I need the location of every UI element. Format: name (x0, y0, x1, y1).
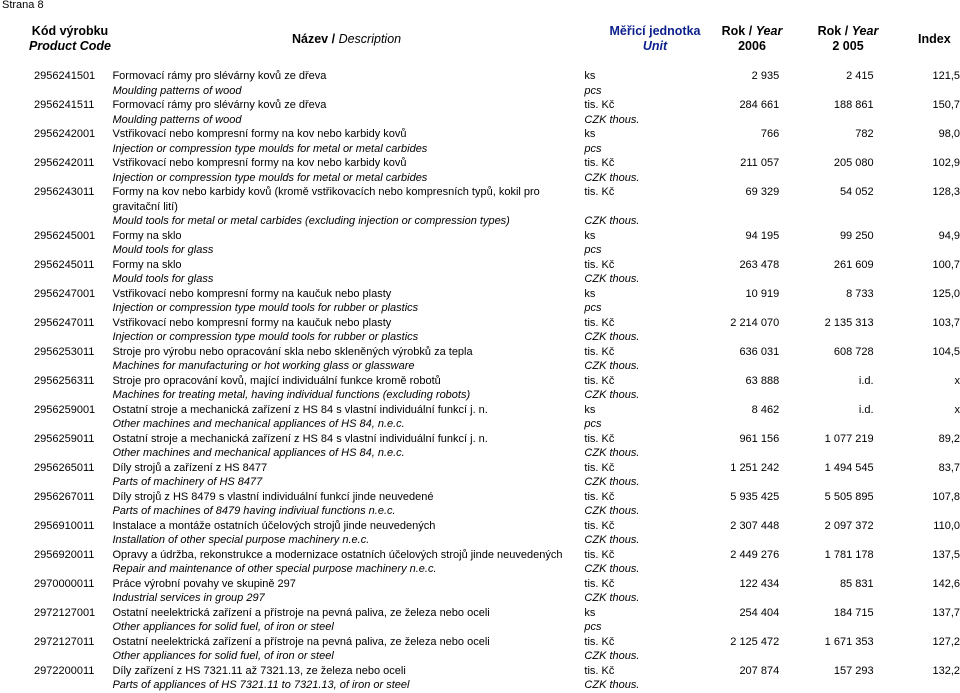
table-row-en (0, 620, 960, 635)
unit-cz: tis. Kč (584, 461, 615, 474)
unit-en: CZK thous. (584, 679, 640, 691)
description-en: Moulding patterns of wood (112, 84, 242, 97)
product-code: 2956259011 (34, 432, 95, 445)
description-cz: Vstřikovací nebo kompresní formy na kov nebo karbidy kovů (112, 128, 407, 140)
unit-cz: ks (584, 229, 596, 242)
data-table (0, 69, 960, 693)
index-value: 100,7 (932, 258, 960, 271)
description-en: Other machines and mechanical appliances of HS 84, n.e.c. (112, 447, 405, 459)
table-row (0, 69, 960, 84)
description-cz: Ostatní neelektrická zařízení a přístroje na pevná paliva, ze železa nebo oceli (112, 606, 490, 619)
header-y2-val: 2 005 (832, 39, 864, 53)
description-en: Repair and maintenance of other special purpose machinery n.e.c. (112, 563, 437, 575)
unit-cz: tis. Kč (584, 345, 615, 358)
value-2005: 1 671 353 (824, 635, 874, 648)
unit-cz: ks (584, 403, 596, 416)
value-2006: 2 307 448 (730, 519, 780, 532)
unit-en: pcs (584, 621, 602, 633)
header-unit-cz: Měřicí jednotka (609, 24, 701, 38)
product-code: 2956265011 (34, 461, 95, 474)
value-2006: 2 125 472 (730, 635, 780, 648)
unit-en: CZK thous. (584, 171, 640, 184)
table-row-en (0, 388, 960, 403)
product-code: 2972127011 (34, 635, 95, 648)
description-en: Injection or compression type moulds for metal or metal carbides (112, 142, 428, 155)
product-code: 2956243011 (34, 186, 95, 198)
value-2006: 284 661 (739, 99, 780, 111)
unit-en: CZK thous. (584, 534, 640, 546)
unit-cz: tis. Kč (584, 99, 615, 111)
product-code: 2956247011 (34, 316, 95, 329)
description-cz: Ostatní stroje a mechanická zařízení z HS 84 s vlastní individuální funkcí j. n. (112, 432, 488, 445)
table-row (0, 490, 960, 505)
value-2006: 5 935 425 (730, 490, 780, 503)
value-2005: 2 415 (846, 70, 874, 82)
unit-cz: tis. Kč (584, 432, 615, 445)
description-en: Mould tools for glass (112, 244, 214, 256)
value-2005: 782 (855, 128, 874, 140)
product-code: 2956245001 (34, 229, 96, 242)
unit-en: CZK thous. (584, 592, 640, 604)
index-value: 104,5 (932, 345, 960, 358)
unit-cz: tis. Kč (584, 548, 615, 561)
index-value: 137,7 (932, 606, 960, 619)
unit-en: pcs (584, 244, 602, 256)
unit-cz: ks (584, 128, 596, 140)
table-row (0, 374, 960, 389)
table-row-en (0, 475, 960, 490)
value-2006: 961 156 (739, 432, 780, 445)
unit-en: CZK thous. (584, 447, 640, 459)
value-2006: 2 214 070 (730, 316, 780, 329)
product-code: 2956242011 (34, 157, 95, 169)
description-cz: Formovací rámy pro slévárny kovů ze dřeva (112, 99, 327, 111)
product-code: 2956259001 (34, 403, 96, 416)
product-code: 2956241511 (34, 99, 95, 111)
index-value: 132,2 (932, 664, 960, 677)
value-2005: 205 080 (833, 157, 874, 169)
table-row-en (0, 562, 960, 577)
index-value: 125,0 (932, 287, 960, 300)
header-name-en: Description (338, 32, 402, 46)
description-cz: Vstřikovací nebo kompresní formy na kaučuk nebo plasty (112, 287, 392, 300)
description-cz: Instalace a montáže ostatních účelových strojů jinde neuvedených (112, 519, 436, 532)
table-row (0, 98, 960, 113)
value-2006: 10 919 (745, 287, 780, 300)
product-code: 2956241501 (34, 70, 96, 82)
value-2005: 54 052 (839, 186, 874, 198)
index-value: 110,0 (933, 519, 960, 532)
table-row (0, 185, 960, 214)
table-row-en (0, 214, 960, 229)
description-en: Parts of machinery of HS 8477 (112, 476, 263, 488)
table-row-en (0, 142, 960, 157)
description-en: Injection or compression type mould tools for rubber or plastics (112, 302, 419, 314)
unit-en: pcs (584, 142, 602, 155)
unit-cz: tis. Kč (584, 519, 615, 532)
index-value: x (954, 403, 960, 416)
value-2005: 1 077 219 (824, 432, 874, 445)
product-code: 2956256311 (34, 374, 95, 387)
value-2006: 207 874 (739, 664, 780, 677)
index-value: 137,5 (932, 548, 960, 561)
table-row (0, 519, 960, 534)
table-row-en (0, 243, 960, 258)
value-2005: 8 733 (846, 287, 874, 300)
description-cz: Formovací rámy pro slévárny kovů ze dřeva (112, 70, 327, 82)
description-en: Machines for treating metal, having individual functions (excluding robots) (112, 389, 471, 401)
unit-en: pcs (584, 418, 602, 430)
value-2006: 263 478 (739, 258, 780, 271)
description-cz: Ostatní stroje a mechanická zařízení z HS 84 s vlastní individuální funkcí j. n. (112, 403, 488, 416)
description-cz: Díly strojů z HS 8479 s vlastní individuální funkcí jinde neuvedené (112, 490, 434, 503)
unit-cz: tis. Kč (584, 316, 615, 329)
header-index: Index (918, 32, 951, 46)
value-2005: 261 609 (833, 258, 874, 271)
value-2005: 85 831 (839, 577, 874, 590)
table-row (0, 577, 960, 592)
index-value: x (954, 374, 960, 387)
table-row-en (0, 504, 960, 519)
table-body (0, 69, 960, 693)
unit-cz: tis. Kč (584, 157, 615, 169)
value-2006: 69 329 (745, 186, 780, 198)
index-value: 107,8 (932, 490, 960, 503)
value-2005: i.d. (858, 403, 874, 416)
table-row-en (0, 359, 960, 374)
description-en: Parts of appliances of HS 7321.11 to 7321.13, of iron or steel (112, 679, 410, 691)
table-row-en (0, 272, 960, 287)
product-code: 2956267011 (34, 490, 95, 503)
header-y1-en: Year (755, 24, 783, 38)
description-en: Parts of machines of 8479 having indiviual functions n.e.c. (112, 505, 396, 517)
header-unit (580, 24, 730, 54)
description-en: Injection or compression type mould tools for rubber or plastics (112, 331, 419, 343)
header-code-en: Product Code (29, 39, 111, 53)
description-cz: Díly zařízení z HS 7321.11 až 7321.13, ze železa nebo oceli (112, 664, 406, 677)
value-2006: 636 031 (739, 345, 780, 358)
table-row (0, 127, 960, 142)
description-en: Moulding patterns of wood (112, 113, 242, 126)
table-row-en (0, 417, 960, 432)
unit-en: CZK thous. (584, 563, 640, 575)
unit-cz: tis. Kč (584, 186, 615, 198)
header-y2-cz: Rok / (817, 24, 849, 38)
description-en: Mould tools for metal or metal carbides (excluding injection or compression types) (112, 215, 510, 227)
table-row (0, 345, 960, 360)
unit-en: CZK thous. (584, 331, 640, 343)
header-y1-val: 2006 (738, 39, 766, 53)
value-2005: 608 728 (833, 345, 874, 358)
table-row (0, 156, 960, 171)
table-row-en (0, 84, 960, 99)
value-2006: 766 (760, 128, 780, 140)
unit-en: CZK thous. (584, 215, 640, 227)
table-row-en (0, 171, 960, 186)
unit-cz: ks (584, 287, 596, 300)
product-code: 2956253011 (34, 345, 95, 358)
table-row (0, 403, 960, 418)
index-value: 89,2 (938, 432, 960, 445)
unit-en: CZK thous. (584, 389, 640, 401)
table-row-en (0, 649, 960, 664)
description-cz: Formy na sklo (112, 229, 182, 242)
description-en: Industrial services in group 297 (112, 592, 265, 604)
table-row-en (0, 330, 960, 345)
value-2005: 2 135 313 (824, 316, 874, 329)
description-cz: Formy na kov nebo karbidy kovů (kromě vstřikovacích nebo kompresních typů, kokil pro gravitační lití) (112, 186, 540, 213)
product-code: 2956920011 (34, 548, 95, 561)
index-value: 103,7 (932, 316, 960, 329)
description-cz: Vstřikovací nebo kompresní formy na kaučuk nebo plasty (112, 316, 392, 329)
header-code-cz: Kód výrobku (31, 24, 109, 38)
header-product-code (20, 24, 120, 54)
value-2006: 94 195 (745, 229, 780, 242)
index-value: 94,9 (938, 229, 960, 242)
unit-en: CZK thous. (584, 360, 640, 372)
header-y1-cz: Rok / (721, 24, 753, 38)
product-code: 2956245011 (34, 258, 95, 271)
description-en: Mould tools for glass (112, 273, 214, 285)
unit-cz: ks (584, 70, 596, 82)
value-2006: 1 251 242 (730, 461, 780, 474)
index-value: 121,5 (932, 70, 960, 82)
unit-en: CZK thous. (584, 273, 640, 285)
table-row (0, 606, 960, 621)
value-2005: 188 861 (833, 99, 874, 111)
value-2005: 1 494 545 (824, 461, 874, 474)
description-en: Injection or compression type moulds for metal or metal carbides (112, 171, 428, 184)
unit-en: CZK thous. (584, 476, 640, 488)
index-value: 142,6 (932, 577, 960, 590)
unit-cz: tis. Kč (584, 490, 615, 503)
table-row (0, 316, 960, 331)
description-en: Installation of other special purpose machinery n.e.c. (112, 534, 370, 546)
index-value: 98,0 (938, 128, 960, 140)
unit-en: pcs (584, 302, 602, 314)
table-row (0, 287, 960, 302)
unit-en: CZK thous. (584, 650, 640, 662)
header-unit-en: Unit (642, 39, 668, 53)
unit-cz: tis. Kč (584, 374, 615, 387)
index-value: 83,7 (938, 461, 960, 474)
table-row-en (0, 678, 960, 693)
page-label: Strana 8 (2, 0, 44, 11)
description-cz: Vstřikovací nebo kompresní formy na kov nebo karbidy kovů (112, 157, 407, 169)
table-row-en (0, 113, 960, 128)
value-2005: 1 781 178 (824, 548, 874, 561)
index-value: 102,9 (932, 157, 960, 169)
table-row (0, 548, 960, 563)
unit-cz: tis. Kč (584, 258, 615, 271)
description-cz: Formy na sklo (112, 258, 182, 271)
product-code: 2972200011 (34, 664, 95, 677)
table-row (0, 635, 960, 650)
description-cz: Stroje pro opracování kovů, mající individuální funkce kromě robotů (112, 374, 441, 387)
description-en: Other appliances for solid fuel, of iron or steel (112, 650, 334, 662)
index-value: 127,2 (932, 635, 960, 648)
description-en: Other machines and mechanical appliances of HS 84, n.e.c. (112, 418, 405, 430)
index-value: 128,3 (932, 186, 960, 198)
product-code: 2956910011 (34, 519, 95, 532)
table-row (0, 432, 960, 447)
description-cz: Stroje pro výrobu nebo opracování skla nebo skleněných výrobků za tepla (112, 345, 473, 358)
header-y2-en: Year (851, 24, 879, 38)
header-description (292, 32, 401, 47)
unit-cz: tis. Kč (584, 577, 615, 590)
description-cz: Práce výrobní povahy ve skupině 297 (112, 577, 296, 590)
table-row (0, 258, 960, 273)
table-row-en (0, 446, 960, 461)
value-2006: 63 888 (745, 374, 780, 387)
table-row (0, 664, 960, 679)
table-row (0, 461, 960, 476)
value-2005: 184 715 (833, 606, 874, 619)
description-cz: Opravy a údržba, rekonstrukce a modernizace ostatních účelových strojů jinde neuvedených (112, 548, 563, 561)
value-2005: 5 505 895 (824, 490, 874, 503)
value-2005: i.d. (858, 374, 874, 387)
unit-en: CZK thous. (584, 113, 640, 126)
description-cz: Díly strojů a zařízení z HS 8477 (112, 461, 268, 474)
value-2006: 2 935 (751, 70, 780, 82)
value-2005: 99 250 (839, 229, 874, 242)
product-code: 2956242001 (34, 128, 96, 140)
unit-cz: ks (584, 606, 596, 619)
product-code: 2970000011 (34, 577, 95, 590)
header-name-cz: Název / (292, 32, 336, 46)
table-row-en (0, 591, 960, 606)
unit-en: pcs (584, 84, 602, 97)
value-2006: 8 462 (751, 403, 780, 416)
value-2006: 211 057 (740, 157, 780, 169)
value-2006: 2 449 276 (730, 548, 780, 561)
header-year-2006 (712, 24, 792, 54)
unit-cz: tis. Kč (584, 664, 615, 677)
value-2005: 157 293 (833, 664, 874, 677)
unit-en: CZK thous. (584, 505, 640, 517)
header-year-2005 (808, 24, 888, 54)
table-row-en (0, 301, 960, 316)
description-cz: Ostatní neelektrická zařízení a přístroje na pevná paliva, ze železa nebo oceli (112, 635, 490, 648)
product-code: 2972127001 (34, 606, 96, 619)
product-code: 2956247001 (34, 287, 96, 300)
unit-cz: tis. Kč (584, 635, 615, 648)
description-en: Machines for manufacturing or hot working glass or glassware (112, 360, 415, 372)
value-2005: 2 097 372 (824, 519, 874, 532)
index-value: 150,7 (932, 99, 960, 111)
table-row (0, 229, 960, 244)
description-en: Other appliances for solid fuel, of iron or steel (112, 621, 334, 633)
value-2006: 254 404 (739, 606, 780, 619)
table-row-en (0, 533, 960, 548)
value-2006: 122 434 (739, 577, 780, 590)
